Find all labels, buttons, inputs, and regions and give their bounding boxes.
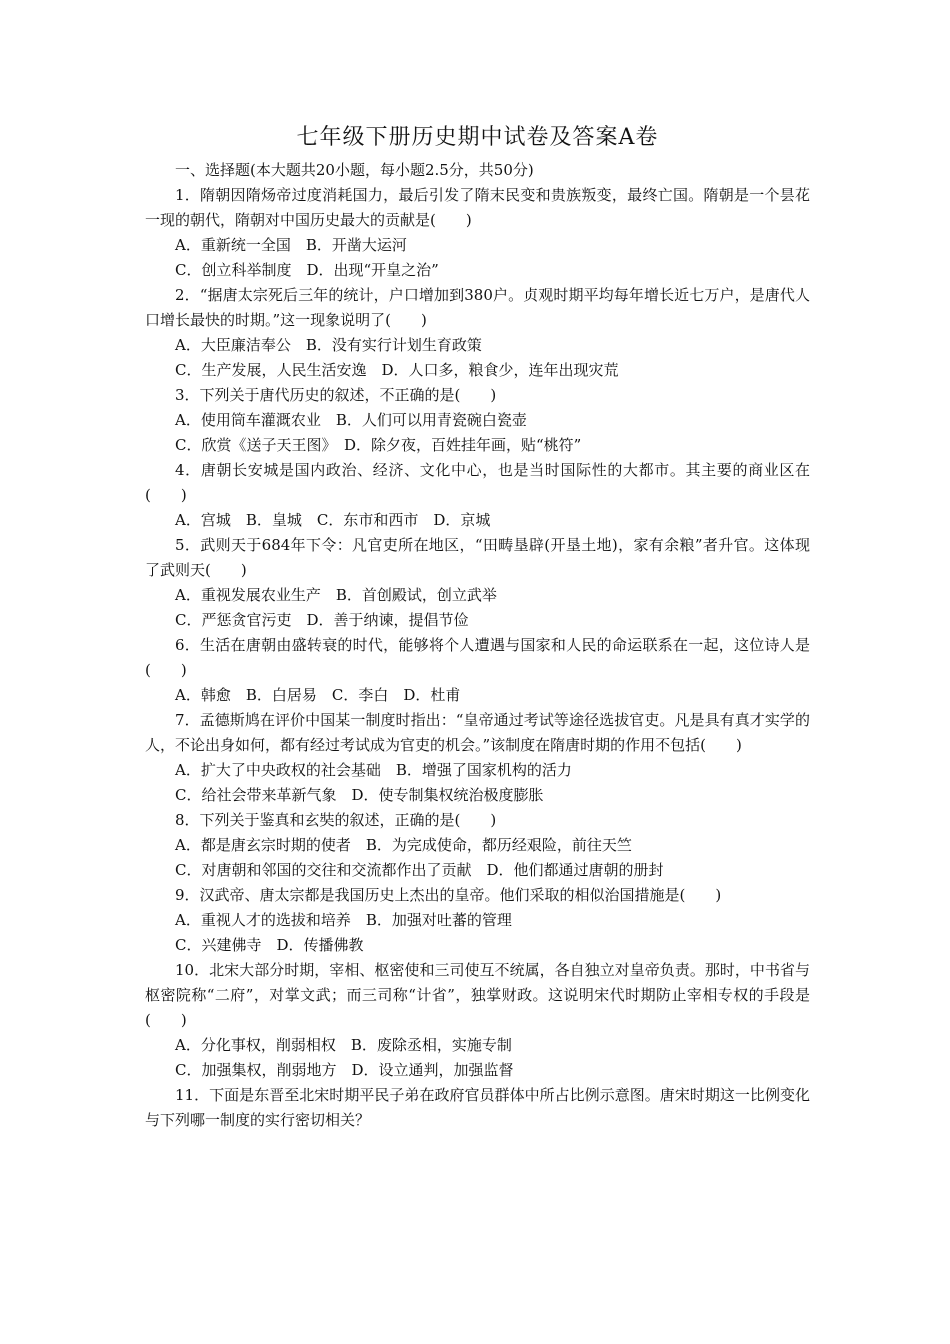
question-2 bbox=[145, 283, 810, 383]
question-stem: 9．汉武帝、唐太宗都是我国历史上杰出的皇帝。他们采取的相似治国措施是( ) bbox=[175, 886, 722, 904]
question-9 bbox=[145, 883, 810, 958]
answer-options-line: C．欣赏《送子天王图》 D．除夕夜，百姓挂年画，贴“桃符” bbox=[175, 436, 582, 454]
answer-options-line: A．宫城 B．皇城 C．东市和西市 D．京城 bbox=[175, 511, 491, 529]
section-heading: 一、选择题(本大题共20小题，每小题2.5分，共50分) bbox=[175, 161, 534, 179]
question-8 bbox=[145, 808, 810, 883]
question-4 bbox=[145, 458, 810, 533]
question-list bbox=[145, 183, 810, 1133]
question-stem: 1．隋朝因隋炀帝过度消耗国力，最后引发了隋末民变和贵族叛变，最终亡国。隋朝是一个昙花一现的朝代，隋朝对中国历史最大的贡献是( ) bbox=[145, 186, 810, 229]
answer-options-line: A．使用筒车灌溉农业 B．人们可以用青瓷碗白瓷壶 bbox=[175, 411, 527, 429]
page-title: 七年级下册历史期中试卷及答案A卷 bbox=[296, 125, 659, 150]
question-stem: 10．北宋大部分时期，宰相、枢密使和三司使互不统属，各自独立对皇帝负责。那时，中书省与枢密院称“二府”，对掌文武；而三司称“计省”，独掌财政。这说明宋代时期防止宰相专权的手段是( ) bbox=[145, 961, 810, 1029]
answer-options-line: A．重视发展农业生产 B．首创殿试，创立武举 bbox=[175, 586, 497, 604]
question-5 bbox=[145, 533, 810, 633]
answer-options-line: C．对唐朝和邻国的交往和交流都作出了贡献 D．他们都通过唐朝的册封 bbox=[175, 861, 664, 879]
answer-options-line: C．严惩贪官污吏 D．善于纳谏，提倡节俭 bbox=[175, 611, 469, 629]
answer-options-line: A．重新统一全国 B．开凿大运河 bbox=[175, 236, 407, 254]
answer-options-line: C．给社会带来革新气象 D．使专制集权统治极度膨胀 bbox=[175, 786, 544, 804]
answer-options-line: C．创立科举制度 D．出现“开皇之治” bbox=[175, 261, 439, 279]
question-stem: 6．生活在唐朝由盛转衰的时代，能够将个人遭遇与国家和人民的命运联系在一起，这位诗人是( ) bbox=[145, 636, 810, 679]
question-7 bbox=[145, 708, 810, 808]
answer-options-line: A．重视人才的选拔和培养 B．加强对吐蕃的管理 bbox=[175, 911, 512, 929]
answer-options-line: A．都是唐玄宗时期的使者 B．为完成使命，都历经艰险，前往天竺 bbox=[175, 836, 632, 854]
question-1 bbox=[145, 183, 810, 283]
question-stem: 11．下面是东晋至北宋时期平民子弟在政府官员群体中所占比例示意图。唐宋时期这一比例变化与下列哪一制度的实行密切相关？ bbox=[145, 1086, 810, 1129]
question-3 bbox=[145, 383, 810, 458]
answer-options-line: C．兴建佛寺 D．传播佛教 bbox=[175, 936, 364, 954]
question-stem: 4．唐朝长安城是国内政治、经济、文化中心，也是当时国际性的大都市。其主要的商业区在( ) bbox=[145, 461, 810, 504]
exam-page bbox=[145, 120, 810, 1133]
question-stem: 5．武则天于684年下令：凡官吏所在地区，“田畴垦辟(开垦土地)，家有余粮”者升官。这体现了武则天( ) bbox=[145, 536, 810, 579]
question-stem: 8．下列关于鉴真和玄奘的叙述，正确的是( ) bbox=[175, 811, 497, 829]
answer-options-line: A．韩愈 B．白居易 C．李白 D．杜甫 bbox=[175, 686, 461, 704]
question-6 bbox=[145, 633, 810, 708]
answer-options-line: C．生产发展，人民生活安逸 D．人口多，粮食少，连年出现灾荒 bbox=[175, 361, 619, 379]
answer-options-line: A．扩大了中央政权的社会基础 B．增强了国家机构的活力 bbox=[175, 761, 572, 779]
answer-options-line: C．加强集权，削弱地方 D．设立通判，加强监督 bbox=[175, 1061, 514, 1079]
question-10 bbox=[145, 958, 810, 1083]
question-stem: 3．下列关于唐代历史的叙述，不正确的是( ) bbox=[175, 386, 497, 404]
question-11 bbox=[145, 1083, 810, 1133]
question-stem: 2．“据唐太宗死后三年的统计，户口增加到380户。贞观时期平均每年增长近七万户，是唐代人口增长最快的时期。”这一现象说明了( ) bbox=[145, 286, 810, 329]
answer-options-line: A．大臣廉洁奉公 B．没有实行计划生育政策 bbox=[175, 336, 482, 354]
answer-options-line: A．分化事权，削弱相权 B．废除丞相，实施专制 bbox=[175, 1036, 512, 1054]
question-stem: 7．孟德斯鸠在评价中国某一制度时指出：“皇帝通过考试等途径选拔官吏。凡是具有真才实学的人，不论出身如何，都有经过考试成为官吏的机会。”该制度在隋唐时期的作用不包括( ) bbox=[145, 711, 810, 754]
